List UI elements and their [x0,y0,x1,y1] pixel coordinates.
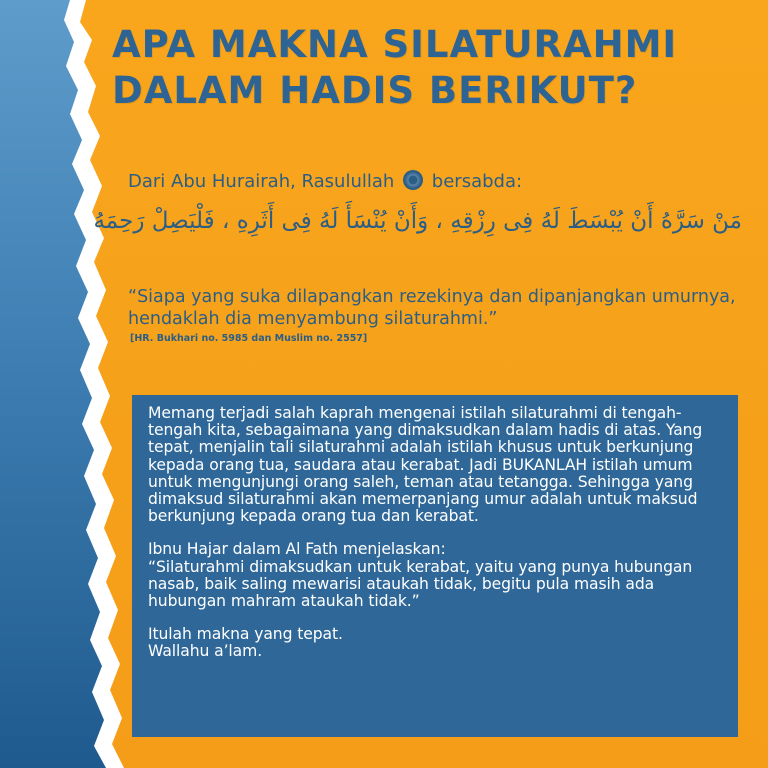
salawat-icon [403,170,423,190]
title-line-1: APA MAKNA SILATURAHMI [112,23,678,66]
explanation-paragraph-2 [148,541,724,610]
page-title [112,22,752,114]
explanation-paragraph-3 [148,626,724,660]
wallahu-alam-line: Wallahu a’lam. [148,642,263,661]
hadith-intro [128,170,522,192]
explanation-box [132,395,738,737]
ibnu-hajar-intro: Ibnu Hajar dalam Al Fath menjelaskan: [148,540,446,559]
hadith-intro-before: Dari Abu Hurairah, Rasulullah [128,171,395,192]
torn-paper-strip [0,0,130,768]
hadith-source: [HR. Bukhari no. 5985 dan Muslim no. 2557] [130,333,368,344]
ibnu-hajar-quote: “Silaturahmi dimaksudkan untuk kerabat, yaitu yang punya hubungan nasab, baik saling mewarisi ataukah tidak, begitu pula masih ada hubungan mahram ataukah tidak.” [148,557,693,611]
hadith-arabic-text: مَنْ سَرَّهُ أَنْ يُبْسَطَ لَهُ فِى رِزْقِهِ ، وَأَنْ يُنْسَأَ لَهُ فِى أَثَرِهِ ، فَلْيَصِلْ رَحِمَهُ [93,208,742,234]
title-line-2: DALAM HADIS BERIKUT? [112,69,638,112]
hadith-intro-after: bersabda: [431,171,523,192]
explanation-paragraph-1: Memang terjadi salah kaprah mengenai istilah silaturahmi di tengah-tengah kita, sebagaimana yang dimaksudkan dalam hadis di atas. Yang tepat, menjalin tali silaturahmi adalah istilah khusus untuk berkunjung kepada orang tua, saudara atau kerabat. Jadi BUKANLAH istilah umum untuk mengunjungi orang saleh, teman atau tetangga. Sehingga yang dimaksud silaturahmi akan memerpanjang umur adalah untuk maksud berkunjung kepada orang tua dan kerabat. [148,404,703,526]
conclusion-line: Itulah makna yang tepat. [148,625,343,644]
hadith-translation: “Siapa yang suka dilapangkan rezekinya dan dipanjangkan umurnya, hendaklah dia menyambung silaturahmi.” [128,287,736,329]
